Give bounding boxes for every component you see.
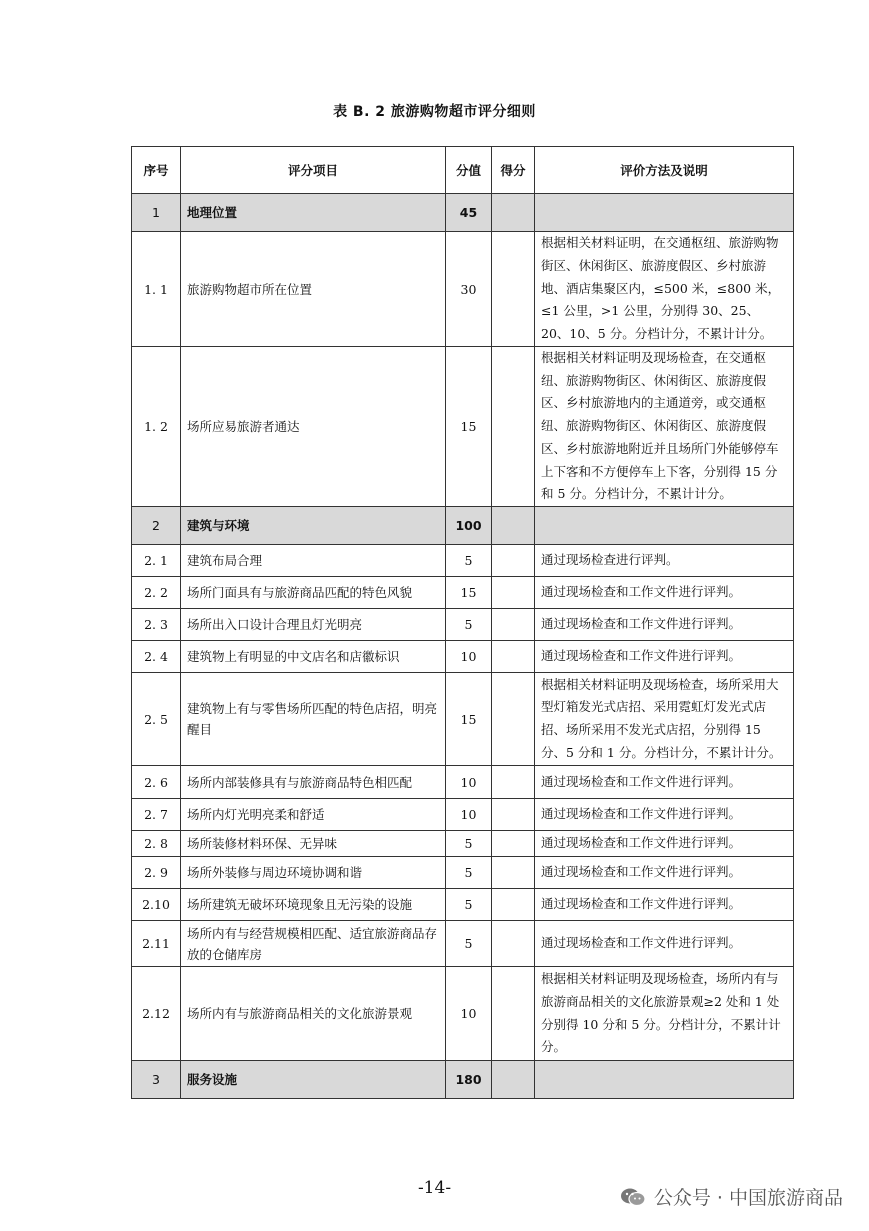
cell-score: 100: [446, 507, 492, 545]
cell-score: 5: [446, 609, 492, 641]
cell-item: 场所装修材料环保、无异味: [181, 831, 446, 857]
table-row: [132, 545, 794, 577]
cell-score: 15: [446, 577, 492, 609]
cell-method: [535, 1061, 794, 1099]
section-row: [132, 1061, 794, 1099]
table-row: [132, 347, 794, 507]
cell-got: [492, 577, 535, 609]
cell-no: 2.12: [132, 967, 181, 1061]
cell-no: 2. 5: [132, 673, 181, 766]
cell-got: [492, 766, 535, 799]
cell-no: 1. 2: [132, 347, 181, 507]
table-row: [132, 673, 794, 766]
cell-got: [492, 545, 535, 577]
cell-item: 地理位置: [181, 194, 446, 232]
cell-item: 场所应易旅游者通达: [181, 347, 446, 507]
cell-item: 场所外装修与周边环境协调和谐: [181, 857, 446, 889]
cell-got: [492, 1061, 535, 1099]
cell-got: [492, 347, 535, 507]
cell-got: [492, 967, 535, 1061]
cell-item: 建筑物上有与零售场所匹配的特色店招，明亮醒目: [181, 673, 446, 766]
cell-got: [492, 609, 535, 641]
cell-score: 15: [446, 673, 492, 766]
cell-method: 通过现场检查和工作文件进行评判。: [535, 831, 794, 857]
table-row: [132, 831, 794, 857]
table-row: [132, 232, 794, 347]
cell-got: [492, 799, 535, 831]
table-row: [132, 766, 794, 799]
cell-method: 通过现场检查和工作文件进行评判。: [535, 857, 794, 889]
cell-no: 2. 2: [132, 577, 181, 609]
cell-score: 10: [446, 967, 492, 1061]
cell-item: 建筑物上有明显的中文店名和店徽标识: [181, 641, 446, 673]
table-row: [132, 577, 794, 609]
cell-no: 2. 6: [132, 766, 181, 799]
header-item: 评分项目: [181, 147, 446, 194]
table-row: [132, 921, 794, 967]
cell-item: 场所出入口设计合理且灯光明亮: [181, 609, 446, 641]
cell-got: [492, 889, 535, 921]
table-row: [132, 889, 794, 921]
cell-no: 2. 3: [132, 609, 181, 641]
cell-score: 10: [446, 799, 492, 831]
cell-method: 通过现场检查和工作文件进行评判。: [535, 889, 794, 921]
cell-no: 2. 1: [132, 545, 181, 577]
cell-no: 2.11: [132, 921, 181, 967]
cell-score: 30: [446, 232, 492, 347]
cell-method: 通过现场检查和工作文件进行评判。: [535, 641, 794, 673]
cell-got: [492, 857, 535, 889]
wechat-icon: [620, 1187, 646, 1207]
header-method: 评价方法及说明: [535, 147, 794, 194]
cell-item: 建筑布局合理: [181, 545, 446, 577]
cell-method: 通过现场检查和工作文件进行评判。: [535, 799, 794, 831]
cell-score: 10: [446, 766, 492, 799]
cell-item: 旅游购物超市所在位置: [181, 232, 446, 347]
watermark-text: 公众号 · 中国旅游商品: [653, 1187, 843, 1209]
cell-score: 45: [446, 194, 492, 232]
cell-got: [492, 921, 535, 967]
header-no: 序号: [132, 147, 181, 194]
cell-no: 2. 4: [132, 641, 181, 673]
cell-item: 服务设施: [181, 1061, 446, 1099]
table-row: [132, 857, 794, 889]
cell-method: [535, 194, 794, 232]
page-number: -14-: [417, 1178, 452, 1198]
cell-score: 5: [446, 889, 492, 921]
cell-score: 15: [446, 347, 492, 507]
cell-got: [492, 673, 535, 766]
table-row: [132, 799, 794, 831]
cell-item: 场所内有与经营规模相匹配、适宜旅游商品存放的仓储库房: [181, 921, 446, 967]
header-got: 得分: [492, 147, 535, 194]
cell-method: 根据相关材料证明及现场检查，场所内有与旅游商品相关的文化旅游景观≥2 处和 1 处分别得 10 分和 5 分。分档计分，不累计计分。: [535, 967, 794, 1061]
table-row: [132, 641, 794, 673]
cell-item: 场所内灯光明亮柔和舒适: [181, 799, 446, 831]
cell-item: 场所建筑无破坏环境现象且无污染的设施: [181, 889, 446, 921]
section-row: [132, 194, 794, 232]
cell-method: 通过现场检查和工作文件进行评判。: [535, 577, 794, 609]
cell-method: 根据相关材料证明，在交通枢纽、旅游购物街区、休闲街区、旅游度假区、乡村旅游地、酒店集聚区内，≤500 米，≤800 米，≤1 公里，>1 公里，分别得 30、25、20、10、5 分。分档计分，不累计计分。: [535, 232, 794, 347]
table-title: 表 B. 2 旅游购物超市评分细则: [333, 104, 536, 120]
cell-got: [492, 232, 535, 347]
cell-method: 通过现场检查进行评判。: [535, 545, 794, 577]
cell-score: 10: [446, 641, 492, 673]
cell-method: 通过现场检查和工作文件进行评判。: [535, 766, 794, 799]
cell-score: 5: [446, 857, 492, 889]
cell-no: 1. 1: [132, 232, 181, 347]
cell-no: 2. 7: [132, 799, 181, 831]
cell-got: [492, 507, 535, 545]
cell-got: [492, 831, 535, 857]
cell-no: 2. 9: [132, 857, 181, 889]
cell-method: 根据相关材料证明及现场检查，场所采用大型灯箱发光式店招、采用霓虹灯发光式店招、场所采用不发光式店招，分别得 15 分、5 分和 1 分。分档计分，不累计计分。: [535, 673, 794, 766]
cell-no: 3: [132, 1061, 181, 1099]
table-body: [132, 194, 794, 1099]
cell-got: [492, 641, 535, 673]
cell-method: 根据相关材料证明及现场检查，在交通枢纽、旅游购物街区、休闲街区、旅游度假区、乡村旅游地内的主通道旁，或交通枢纽、旅游购物街区、休闲街区、旅游度假区、乡村旅游地附近并且场所门外能够停车上下客和不方便停车上下客，分别得 15 分和 5 分。分档计分，不累计计分。: [535, 347, 794, 507]
cell-item: 场所门面具有与旅游商品匹配的特色风貌: [181, 577, 446, 609]
table-row: [132, 609, 794, 641]
cell-method: [535, 507, 794, 545]
cell-score: 180: [446, 1061, 492, 1099]
cell-item: 场所内有与旅游商品相关的文化旅游景观: [181, 967, 446, 1061]
cell-method: 通过现场检查和工作文件进行评判。: [535, 921, 794, 967]
scoring-table: [131, 146, 794, 1099]
cell-method: 通过现场检查和工作文件进行评判。: [535, 609, 794, 641]
table-header-row: [132, 147, 794, 194]
section-row: [132, 507, 794, 545]
cell-no: 2.10: [132, 889, 181, 921]
cell-score: 5: [446, 831, 492, 857]
watermark: [620, 1183, 843, 1210]
cell-got: [492, 194, 535, 232]
cell-no: 1: [132, 194, 181, 232]
cell-score: 5: [446, 545, 492, 577]
cell-item: 场所内部装修具有与旅游商品特色相匹配: [181, 766, 446, 799]
cell-no: 2. 8: [132, 831, 181, 857]
header-score: 分值: [446, 147, 492, 194]
cell-no: 2: [132, 507, 181, 545]
cell-item: 建筑与环境: [181, 507, 446, 545]
table-row: [132, 967, 794, 1061]
cell-score: 5: [446, 921, 492, 967]
